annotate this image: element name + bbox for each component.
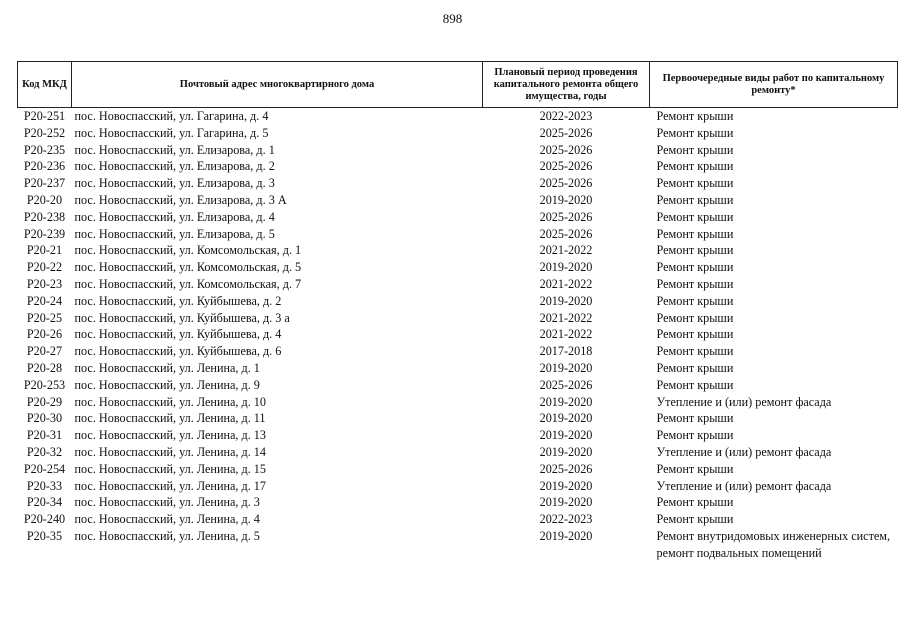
address-cell: пос. Новоспасский, ул. Ленина, д. 17 [74,478,266,493]
mkd-code-cell: Р20-24 [26,293,63,308]
works-cell: Ремонт крыши [656,512,734,527]
address-cell: пос. Новоспасский, ул. Ленина, д. 5 [74,528,260,543]
period-cell: 2019-2020 [539,478,593,493]
works-cell: Ремонт крыши [656,310,734,325]
mkd-code-cell: Р20-26 [26,327,63,342]
address-cell: пос. Новоспасский, ул. Куйбышева, д. 2 [74,293,282,308]
works-cell: Ремонт крыши [656,192,734,207]
table-row [18,410,898,427]
address-cell: пос. Новоспасский, ул. Ленина, д. 15 [74,461,266,476]
address-cell: пос. Новоспасский, ул. Елизарова, д. 2 [74,159,275,174]
works-cell: Ремонт крыши [656,243,734,258]
works-cell: Ремонт крыши [656,109,734,123]
period-cell: 2019-2020 [539,394,593,409]
period-cell: 2017-2018 [539,344,593,359]
mkd-code-cell: Р20-240 [23,512,66,527]
period-cell: 2019-2020 [539,428,593,443]
period-cell: 2019-2020 [539,528,593,543]
period-cell: 2019-2020 [539,260,593,275]
table-row [18,209,898,226]
mkd-code-cell: Р20-22 [26,260,63,275]
table-row [18,158,898,175]
mkd-code-cell: Р20-32 [26,444,63,459]
works-cell: Утепление и (или) ремонт фасада [656,394,832,409]
mkd-code-cell: Р20-33 [26,478,63,493]
works-cell: Ремонт крыши [656,495,734,510]
period-cell: 2019-2020 [539,444,593,459]
page-number: 898 [442,11,463,26]
table-row [18,242,898,259]
mkd-code-cell: Р20-23 [26,276,63,291]
period-cell: 2021-2022 [539,243,593,258]
period-cell: 2025-2026 [539,461,593,476]
period-cell: 2025-2026 [539,142,593,157]
works-cell: Ремонт крыши [656,428,734,443]
period-cell: 2025-2026 [539,226,593,241]
address-cell: пос. Новоспасский, ул. Куйбышева, д. 4 [74,327,282,342]
address-cell: пос. Новоспасский, ул. Ленина, д. 9 [74,377,260,392]
mkd-code-cell: Р20-27 [26,344,63,359]
mkd-code-cell: Р20-30 [26,411,63,426]
period-cell: 2025-2026 [539,176,593,191]
mkd-code-cell: Р20-253 [23,377,66,392]
period-cell: 2025-2026 [539,377,593,392]
works-cell: Ремонт крыши [656,226,734,241]
works-cell: Ремонт крыши [656,276,734,291]
table-row [18,360,898,377]
table-row [18,343,898,360]
mkd-code-cell: Р20-251 [23,109,66,123]
mkd-code-cell: Р20-238 [23,209,66,224]
address-cell: пос. Новоспасский, ул. Комсомольская, д. 1 [74,243,302,258]
works-cell: Ремонт крыши [656,159,734,174]
table-header [18,62,898,108]
table-row [18,494,898,511]
address-cell: пос. Новоспасский, ул. Елизарова, д. 3 А [74,192,287,207]
table-row [18,394,898,411]
header-period: Плановый период проведения капитального ремонта общего имущества, годы [483,62,650,108]
period-cell: 2021-2022 [539,310,593,325]
address-cell: пос. Новоспасский, ул. Комсомольская, д. 5 [74,260,302,275]
mkd-code-cell: Р20-34 [26,495,63,510]
mkd-code-cell: Р20-252 [23,125,66,140]
address-cell: пос. Новоспасский, ул. Елизарова, д. 1 [74,142,275,157]
period-cell: 2021-2022 [539,327,593,342]
table-body [18,108,898,562]
period-cell: 2019-2020 [539,360,593,375]
works-cell: Ремонт крыши [656,344,734,359]
mkd-code-cell: Р20-236 [23,159,66,174]
table-row [18,427,898,444]
address-cell: пос. Новоспасский, ул. Ленина, д. 1 [74,360,260,375]
works-cell: Ремонт крыши [656,461,734,476]
address-cell: пос. Новоспасский, ул. Куйбышева, д. 3 а [74,310,290,325]
table-row [18,293,898,310]
table-row [18,276,898,293]
table-row [18,461,898,478]
table-row [18,226,898,243]
address-cell: пос. Новоспасский, ул. Ленина, д. 11 [74,411,266,426]
period-cell: 2022-2023 [539,109,593,123]
period-cell: 2019-2020 [539,411,593,426]
mkd-code-cell: Р20-237 [23,176,66,191]
mkd-code-cell: Р20-254 [23,461,66,476]
mkd-code-cell: Р20-25 [26,310,63,325]
works-cell: Ремонт крыши [656,260,734,275]
repair-schedule-table [17,61,898,562]
mkd-code-cell: Р20-35 [26,528,63,543]
address-cell: пос. Новоспасский, ул. Ленина, д. 13 [74,428,266,443]
period-cell: 2021-2022 [539,276,593,291]
address-cell: пос. Новоспасский, ул. Ленина, д. 3 [74,495,260,510]
works-cell: Ремонт крыши [656,360,734,375]
address-cell: пос. Новоспасский, ул. Елизарова, д. 4 [74,209,275,224]
works-cell: Ремонт крыши [656,142,734,157]
works-cell: Ремонт крыши [656,293,734,308]
address-cell: пос. Новоспасский, ул. Гагарина, д. 4 [74,109,269,123]
table-row [18,192,898,209]
period-cell: 2025-2026 [539,159,593,174]
mkd-code-cell: Р20-28 [26,360,63,375]
address-cell: пос. Новоспасский, ул. Ленина, д. 4 [74,512,260,527]
works-cell: Ремонт крыши [656,411,734,426]
mkd-code-cell: Р20-21 [26,243,63,258]
header-code: Код МКД [18,62,72,108]
table-row [18,310,898,327]
table-row [18,125,898,142]
header-works: Первоочередные виды работ по капитальному ремонту* [650,62,898,108]
address-cell: пос. Новоспасский, ул. Куйбышева, д. 6 [74,344,282,359]
mkd-code-cell: Р20-239 [23,226,66,241]
table-row [18,377,898,394]
table-row [18,142,898,159]
works-cell: Утепление и (или) ремонт фасада [656,478,832,493]
address-cell: пос. Новоспасский, ул. Ленина, д. 14 [74,444,266,459]
works-cell: Ремонт крыши [656,327,734,342]
address-cell: пос. Новоспасский, ул. Гагарина, д. 5 [74,125,269,140]
mkd-code-cell: Р20-31 [26,428,63,443]
table-row [18,175,898,192]
table-row [18,528,898,562]
works-cell: Ремонт крыши [656,176,734,191]
works-cell: Ремонт крыши [656,377,734,392]
period-cell: 2019-2020 [539,495,593,510]
table-row [18,259,898,276]
period-cell: 2022-2023 [539,512,593,527]
table-row [18,108,898,125]
mkd-code-cell: Р20-235 [23,142,66,157]
period-cell: 2025-2026 [539,209,593,224]
works-cell: Ремонт внутридомовых инженерных систем, ремонт подвальных помещений [656,528,891,560]
address-cell: пос. Новоспасский, ул. Елизарова, д. 5 [74,226,275,241]
period-cell: 2019-2020 [539,192,593,207]
mkd-code-cell: Р20-20 [26,192,63,207]
table-row [18,326,898,343]
table-row [18,444,898,461]
works-cell: Ремонт крыши [656,209,734,224]
address-cell: пос. Новоспасский, ул. Елизарова, д. 3 [74,176,275,191]
table-row [18,478,898,495]
address-cell: пос. Новоспасский, ул. Ленина, д. 10 [74,394,266,409]
mkd-code-cell: Р20-29 [26,394,63,409]
header-address: Почтовый адрес многоквартирного дома [72,62,483,108]
table-row [18,511,898,528]
works-cell: Утепление и (или) ремонт фасада [656,444,832,459]
works-cell: Ремонт крыши [656,125,734,140]
address-cell: пос. Новоспасский, ул. Комсомольская, д. 7 [74,276,302,291]
period-cell: 2019-2020 [539,293,593,308]
period-cell: 2025-2026 [539,125,593,140]
